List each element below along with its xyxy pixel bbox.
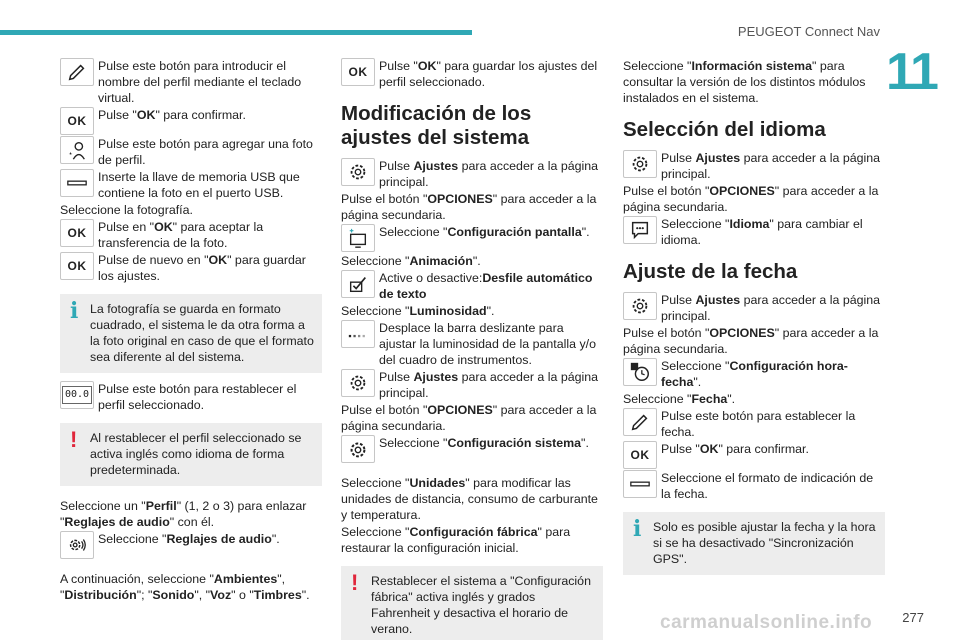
text-select-animation: Seleccione "Animación". [341, 254, 481, 268]
step-time-date-config: Seleccione "Configuración hora-fecha". [623, 358, 885, 390]
step-confirm-date: OK Pulse "OK" para confirmar. [623, 441, 885, 469]
section-title-language: Selección del idioma [623, 118, 826, 141]
step-open-settings-date: Pulse Ajustes para acceder a la página principal. [623, 292, 885, 324]
page-number: 277 [902, 610, 924, 625]
step-save-settings: OK Pulse de nuevo en "OK" para guardar los ajustes. [60, 252, 322, 284]
step-confirm: OK Pulse "OK" para confirmar. [60, 107, 322, 135]
step-set-date: Pulse este botón para establecer la fecha. [623, 408, 885, 440]
gear-icon [341, 158, 375, 186]
text-factory-config: Seleccione "Configuración fábrica" para restaurar la configuración inicial. [341, 525, 571, 555]
step-date-format: Seleccione el formato de indicación de la fecha. [623, 470, 885, 502]
step-open-settings-lang: Pulse Ajustes para acceder a la página principal. [623, 150, 885, 182]
ok-icon: OK [60, 252, 94, 280]
text-select-options: A continuación, seleccione "Ambientes", "Distribución"; "Sonido", "Voz" o "Timbres". [60, 572, 310, 602]
audio-settings-icon [60, 531, 94, 559]
text-options-button-2: Pulse el botón "OPCIONES" para acceder a la página secundaria. [341, 403, 597, 433]
usb-slot-icon [60, 169, 94, 197]
pencil-icon [60, 58, 94, 86]
step-reset-profile: 00.0 Pulse este botón para restablecer el perfil seleccionado. [60, 381, 322, 413]
column-3 [623, 58, 885, 583]
text-options-button: Pulse el botón "OPCIONES" para acceder a la página secundaria. [341, 192, 597, 222]
text-select-profile: Seleccione un "Perfil" (1, 2 o 3) para enlazar "Reglajes de audio" con él. [60, 499, 307, 529]
text-system-info: Seleccione "Información sistema" para consultar la versión de los distintos módulos instalados en el sistema. [623, 59, 866, 105]
warning-note-reset: ! Al restablecer el perfil seleccionado se activa inglés como idioma de forma predeterminada. [60, 423, 322, 486]
reset-counter-icon: 00.0 [60, 381, 94, 409]
text-select-photo: Seleccione la fotografía. [60, 203, 193, 217]
format-bar-icon [623, 470, 657, 498]
header-title: PEUGEOT Connect Nav [737, 24, 880, 39]
step-language: Seleccione "Idioma" para cambiar el idioma. [623, 216, 885, 248]
info-note-gps: i Solo es posible ajustar la fecha y la hora si se ha desactivado "Sincronización GPS". [623, 512, 885, 575]
gear-icon [341, 369, 375, 397]
step-usb: Inserte la llave de memoria USB que contiene la foto en el puerto USB. [60, 169, 322, 201]
step-profile-name: Pulse este botón para introducir el nombre del perfil mediante el teclado virtual. [60, 58, 322, 106]
step-accept-transfer: OK Pulse en "OK" para aceptar la transferencia de la foto. [60, 219, 322, 251]
clock-calendar-icon [623, 358, 657, 386]
warning-note-factory: ! Restablecer el sistema a "Configuración fábrica" activa inglés y grados Fahrenheit y desactiva el horario de verano. [341, 566, 603, 640]
step-system-config: Seleccione "Configuración sistema". [341, 435, 603, 463]
step-open-settings: Pulse Ajustes para acceder a la página principal. [341, 158, 603, 190]
column-2 [341, 58, 603, 640]
ok-icon: OK [623, 441, 657, 469]
step-save-profile: OK Pulse "OK" para guardar los ajustes del perfil seleccionado. [341, 58, 603, 90]
slider-icon [341, 320, 375, 348]
pencil-icon [623, 408, 657, 436]
checkbox-icon [341, 270, 375, 298]
screen-brightness-icon [341, 224, 375, 252]
info-note-photo: i La fotografía se guarda en formato cuadrado, el sistema le da otra forma a la foto original en caso de que el formato sea diferente al del sistema. [60, 294, 322, 373]
warning-icon: ! [351, 570, 359, 595]
ok-icon: OK [60, 219, 94, 247]
info-icon: i [633, 516, 642, 542]
ok-icon: OK [60, 107, 94, 135]
add-photo-icon [60, 136, 94, 164]
text-options-button-lang: Pulse el botón "OPCIONES" para acceder a la página secundaria. [623, 184, 879, 214]
text-select-date: Seleccione "Fecha". [623, 392, 736, 406]
system-gear-icon [341, 435, 375, 463]
info-icon: i [70, 298, 79, 324]
step-add-photo: Pulse este botón para agregar una foto de perfil. [60, 136, 322, 168]
text-select-units: Seleccione "Unidades" para modificar las unidades de distancia, consumo de carburante y temperatura. [341, 476, 598, 522]
section-title-date: Ajuste de la fecha [623, 260, 798, 283]
text-options-button-date: Pulse el botón "OPCIONES" para acceder a la página secundaria. [623, 326, 879, 356]
text-select-brightness: Seleccione "Luminosidad". [341, 304, 495, 318]
step-toggle-scroll: Active o desactive:Desfile automático de texto [341, 270, 603, 302]
step-audio-settings: Seleccione "Reglajes de audio". [60, 531, 322, 559]
gear-icon [623, 292, 657, 320]
column-1 [60, 58, 322, 604]
warning-icon: ! [70, 427, 78, 452]
step-brightness-slider: Desplace la barra deslizante para ajustar la luminosidad de la pantalla y/o del cuadro de instrumentos. [341, 320, 603, 368]
speech-bubble-icon [623, 216, 657, 244]
step-screen-config: Seleccione "Configuración pantalla". [341, 224, 603, 252]
step-open-settings-2: Pulse Ajustes para acceder a la página principal. [341, 369, 603, 401]
chapter-number: 11 [886, 43, 937, 101]
ok-icon: OK [341, 58, 375, 86]
watermark: carmanualsonline.info [660, 612, 873, 633]
gear-icon [623, 150, 657, 178]
section-title-system-settings: Modificación de los ajustes del sistema [341, 102, 532, 149]
header-accent-bar [0, 30, 472, 35]
